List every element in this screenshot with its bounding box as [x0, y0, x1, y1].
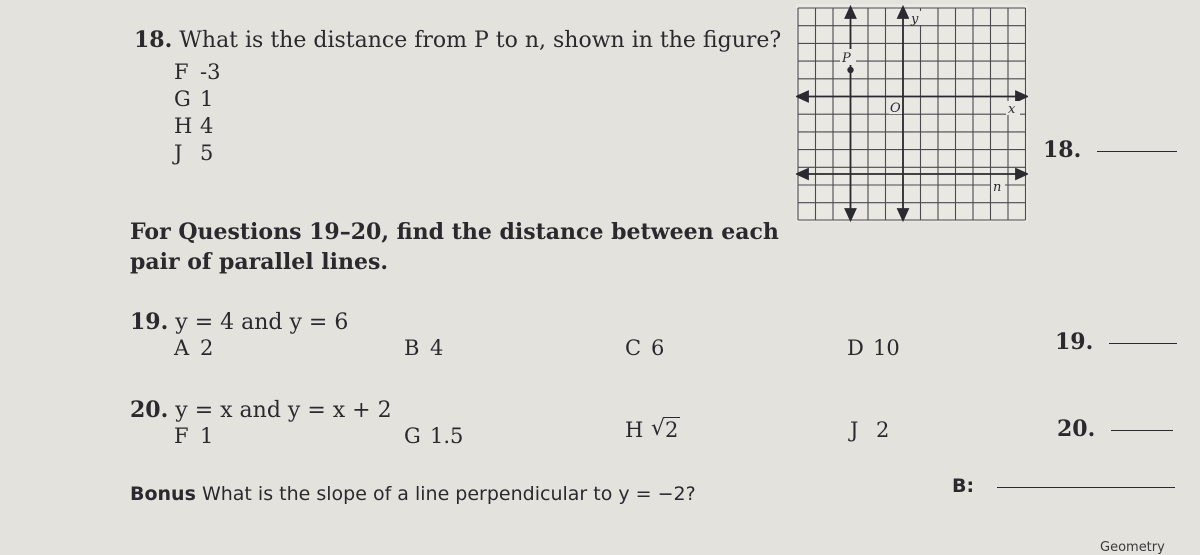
- q18-number: 18.: [134, 27, 173, 53]
- answer-18-label: 18.: [1043, 137, 1082, 163]
- q19-option-b[interactable]: [404, 336, 443, 360]
- answer-19: [1055, 329, 1177, 355]
- q18-option-g[interactable]: [174, 87, 213, 111]
- q18-text: What is the distance from P to n, shown in the figure?: [179, 28, 782, 53]
- option-letter: H: [174, 114, 193, 138]
- option-value: 4: [200, 114, 214, 138]
- option-value: 6: [651, 336, 665, 360]
- q19-option-d[interactable]: [847, 336, 900, 360]
- answer-18-blank[interactable]: [1097, 150, 1177, 152]
- q19-number: 19.: [130, 309, 169, 335]
- bonus-label: Bonus: [130, 483, 196, 505]
- option-value: 10: [873, 336, 900, 360]
- instructions-line-1: For Questions 19–20, find the distance between each: [130, 219, 779, 245]
- bonus-text: What is the slope of a line perpendicular to y = −2?: [201, 483, 696, 505]
- q20-text: y = x and y = x + 2: [175, 398, 392, 423]
- q20-number: 20.: [130, 397, 169, 423]
- answer-19-label: 19.: [1055, 329, 1094, 355]
- y-axis-label: y: [911, 12, 919, 27]
- q20-option-j[interactable]: [850, 418, 889, 442]
- option-letter: G: [174, 87, 191, 111]
- option-letter: F: [174, 60, 189, 84]
- q18-stem: [134, 27, 781, 53]
- option-value: 1: [200, 87, 214, 111]
- answer-19-blank[interactable]: [1109, 342, 1177, 344]
- option-value: 4: [430, 336, 444, 360]
- option-value: 2: [876, 418, 890, 442]
- answer-18: [1043, 137, 1177, 163]
- answer-bonus-label: B:: [952, 475, 975, 497]
- option-letter: J: [174, 141, 183, 165]
- option-letter: G: [404, 424, 421, 448]
- q20-option-f[interactable]: [174, 424, 213, 448]
- answer-bonus-blank[interactable]: [997, 486, 1175, 488]
- option-letter: C: [625, 336, 642, 360]
- radical-sign-icon: √: [651, 416, 666, 441]
- x-axis-label: x: [1008, 102, 1016, 117]
- footer-subject: Geometry: [1100, 540, 1165, 555]
- q19-text: y = 4 and y = 6: [175, 310, 349, 335]
- q20-option-h[interactable]: [625, 418, 680, 442]
- option-value: 5: [200, 141, 214, 165]
- answer-20: [1057, 416, 1173, 442]
- option-value: 1.5: [430, 424, 464, 448]
- q19-option-c[interactable]: [625, 336, 664, 360]
- q18-option-f[interactable]: [174, 60, 220, 84]
- answer-20-blank[interactable]: [1111, 429, 1173, 431]
- option-letter: F: [174, 424, 189, 448]
- option-letter: J: [850, 418, 859, 442]
- option-value: 2: [200, 336, 214, 360]
- q19-option-a[interactable]: [174, 336, 213, 360]
- option-value: 1: [200, 424, 214, 448]
- bonus-question: [130, 483, 696, 505]
- option-value: -3: [200, 60, 221, 84]
- square-root-symbol: [651, 418, 680, 442]
- coordinate-grid-figure: [796, 4, 1028, 222]
- q19-stem: [130, 309, 348, 335]
- option-value: 2: [665, 418, 679, 442]
- point-p-dot: [847, 67, 853, 73]
- origin-label: O: [890, 101, 901, 116]
- point-p-label: P: [842, 51, 851, 66]
- instructions-line-2: pair of parallel lines.: [130, 249, 389, 275]
- q18-option-h[interactable]: [174, 114, 213, 138]
- q20-stem: [130, 397, 392, 423]
- q18-option-j[interactable]: [174, 141, 213, 165]
- option-letter: A: [174, 336, 190, 360]
- answer-bonus: [952, 475, 1175, 497]
- q20-option-g[interactable]: [404, 424, 463, 448]
- answer-20-label: 20.: [1057, 416, 1096, 442]
- option-letter: H: [625, 418, 644, 442]
- option-letter: D: [847, 336, 864, 360]
- line-n-label: n: [993, 180, 1002, 195]
- option-letter: B: [404, 336, 420, 360]
